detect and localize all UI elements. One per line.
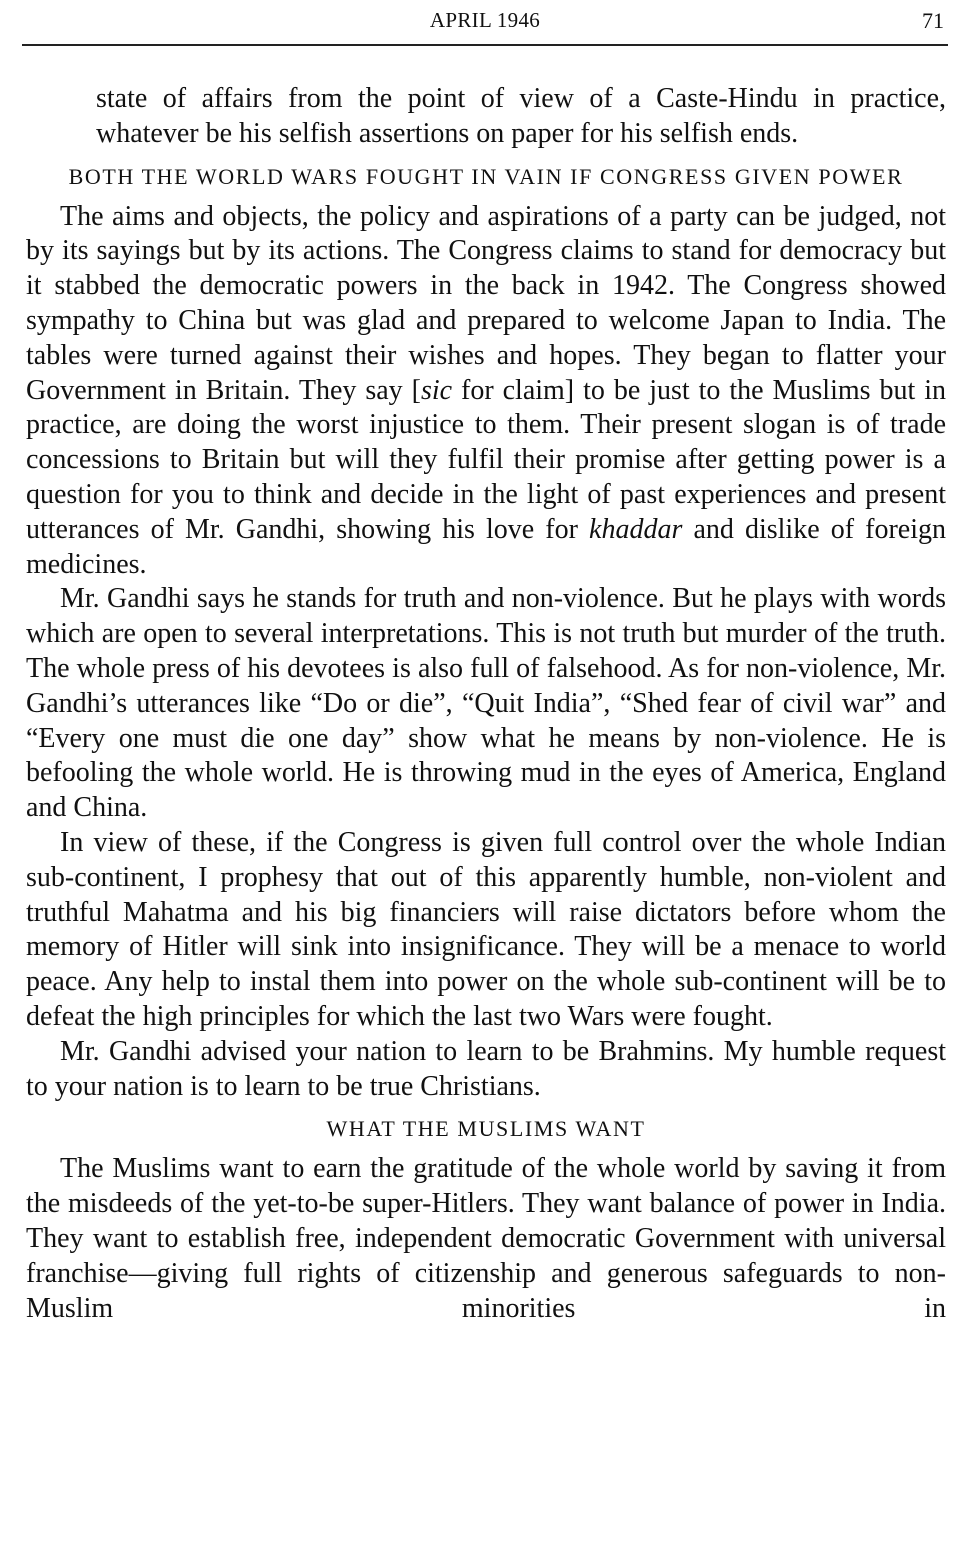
running-head: APRIL 1946: [429, 8, 541, 32]
paragraph-muslims-want: The Muslims want to earn the gratitude of the whole world by saving it from the misdeeds of the yet-to-be super-Hitlers. They want balance of power in India. They want to establish free, independent democratic Government with universal franchise—giving full rights of citizenship and generous safeguards to non-Muslim minorities in: [26, 1153, 946, 1324]
page-number: 71: [922, 8, 944, 33]
paragraph-text-part: and dislike of foreign medicines.: [26, 513, 946, 580]
paragraph-prophecy: In view of these, if the Congress is given full control over the whole Indian sub-continent, I prophesy that out of this apparently humble, non-violent and truthful Mahatma and his big financiers will raise dictators before whom the memory of Hitler will sink into insignificance. They will be a menace to world peace. Any help to instal them into power on the whole sub-continent will be to defeat the high principles for which the last two Wars were fought.: [26, 826, 946, 1032]
paragraph-aims-and-objects: [26, 200, 946, 583]
continuation-paragraph: state of affairs from the point of view of a Caste-Hindu in practice, whatever be his selfish assertions on paper for his selfish ends.: [96, 83, 946, 149]
section-heading-muslims-want: WHAT THE MUSLIMS WANT: [326, 1116, 646, 1142]
paragraph-text-part: for claim] to be just to the Muslims but in practice, are doing the worst injustice to them. Their present slogan is of trade concessions to Britain but will they fulfil their promise after getting power is a question for you to think and decide in the light of past experiences and present utterances of Mr. Gandhi, showing his love for: [26, 374, 946, 545]
paragraph-truth-non-violence: Mr. Gandhi says he stands for truth and non-violence. But he plays with words which are open to several interpretations. This is not truth but murder of the truth. The whole press of his devotees is also full of falsehood. As for non-violence, Mr. Gandhi’s utterances like “Do or die”, “Quit India”, “Shed fear of civil war” and “Every one must die one day” show what he means by non-violence. He is befooling the whole world. He is throwing mud in the eyes of America, England and China.: [26, 583, 946, 824]
body-text: [26, 82, 946, 1326]
page-header: [22, 0, 948, 46]
section-heading-world-wars: BOTH THE WORLD WARS FOUGHT IN VAIN IF CONGRESS GIVEN POWER: [68, 163, 904, 189]
italic-khaddar: khaddar: [589, 513, 683, 545]
italic-sic: sic: [420, 374, 453, 406]
paragraph-text-part: The aims and objects, the policy and aspirations of a party can be judged, not by its sayings but by its actions. The Congress claims to stand for democracy but it stabbed the democratic powers in the back in 1942. The Congress showed sympathy to China but was glad and prepared to welcome Japan to India. The tables were turned against their wishes and hopes. They began to flatter your Government in Britain. They say [: [26, 200, 946, 406]
paragraph-brahmins: Mr. Gandhi advised your nation to learn to be Brahmins. My humble request to your nation is to learn to be true Christians.: [26, 1035, 946, 1102]
